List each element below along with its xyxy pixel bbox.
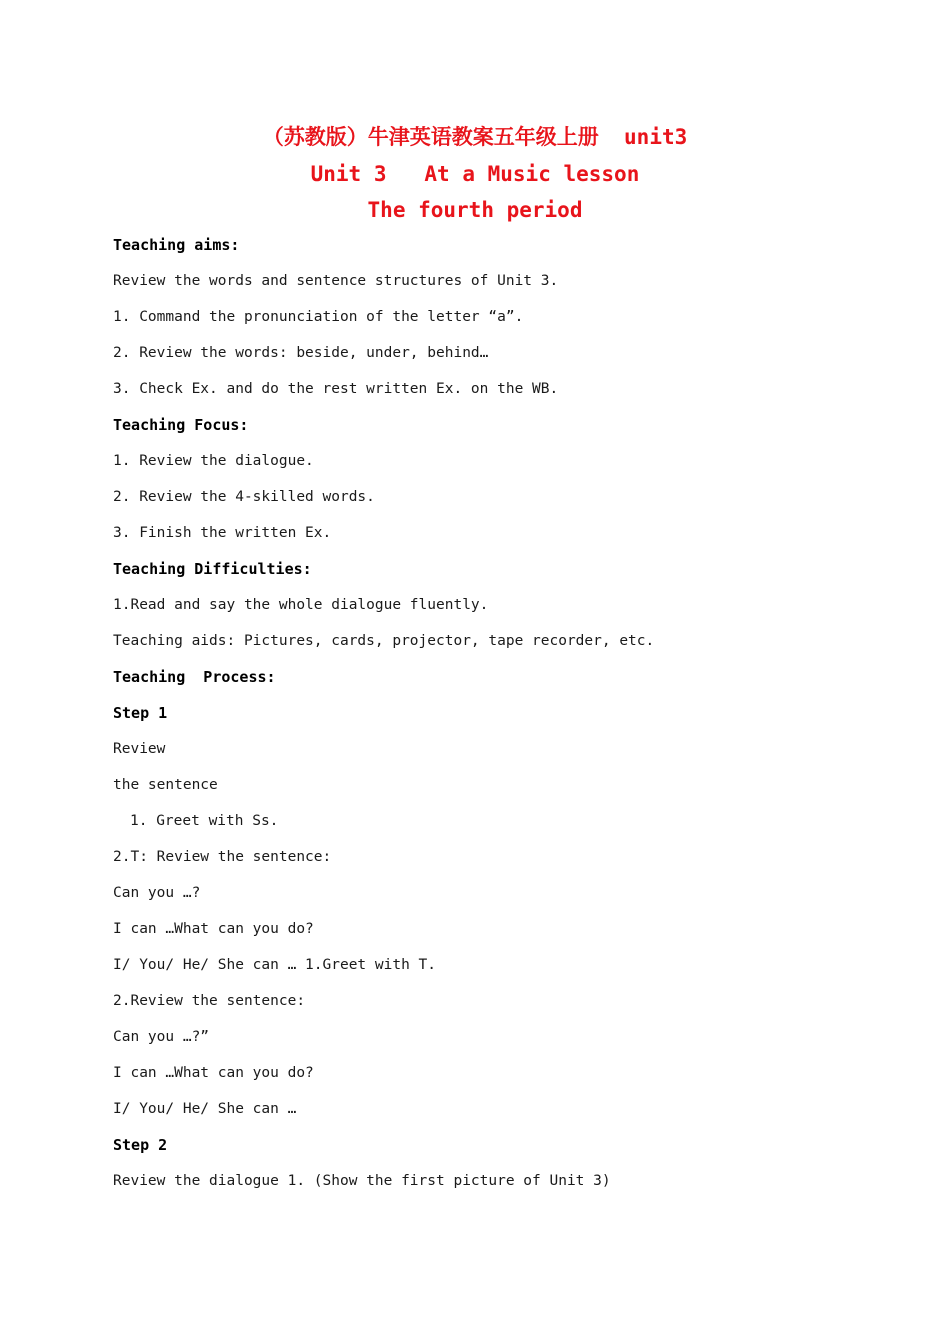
text-line: 2. Review the 4-skilled words. [113, 489, 375, 505]
text-line: I/ You/ He/ She can … 1.Greet with T. [113, 957, 437, 973]
document-body [113, 231, 913, 1203]
text-line: 3. Finish the written Ex. [113, 525, 332, 541]
text-line: 1. Command the pronunciation of the letter “a”. [113, 309, 524, 325]
period-title: The fourth period [367, 198, 583, 222]
text-line: 2. Review the words: beside, under, behind… [113, 345, 489, 361]
text-line: 1. Review the dialogue. [113, 453, 314, 469]
section-heading: Teaching Focus: [113, 416, 249, 434]
section-heading: Teaching aims: [113, 236, 240, 254]
section-heading: Teaching Process: [113, 668, 276, 686]
text-line: 1.Read and say the whole dialogue fluently. [113, 597, 489, 613]
text-line: Can you …?” [113, 1029, 210, 1045]
text-line: Review [113, 741, 166, 757]
text-line: 3. Check Ex. and do the rest written Ex. on the WB. [113, 381, 559, 397]
text-line: Teaching aids: Pictures, cards, projector, tape recorder, etc. [113, 633, 655, 649]
text-line: I can …What can you do? [113, 921, 314, 937]
document-title: （苏教版）牛津英语教案五年级上册 unit3 [262, 125, 688, 149]
section-heading: Step 1 [113, 704, 168, 722]
text-line: I can …What can you do? [113, 1065, 314, 1081]
text-line: I/ You/ He/ She can … [113, 1101, 297, 1117]
text-line: 1. Greet with Ss. [130, 813, 279, 829]
text-line: Review the words and sentence structures of Unit 3. [113, 273, 559, 289]
text-line: 2.T: Review the sentence: [113, 849, 332, 865]
text-line: Review the dialogue 1. (Show the first picture of Unit 3) [113, 1173, 611, 1189]
unit-title: Unit 3 At a Music lesson [310, 162, 640, 186]
text-line: Can you …? [113, 885, 201, 901]
section-heading: Step 2 [113, 1136, 168, 1154]
text-line: the sentence [113, 777, 218, 793]
text-line: 2.Review the sentence: [113, 993, 306, 1009]
section-heading: Teaching Difficulties: [113, 560, 312, 578]
